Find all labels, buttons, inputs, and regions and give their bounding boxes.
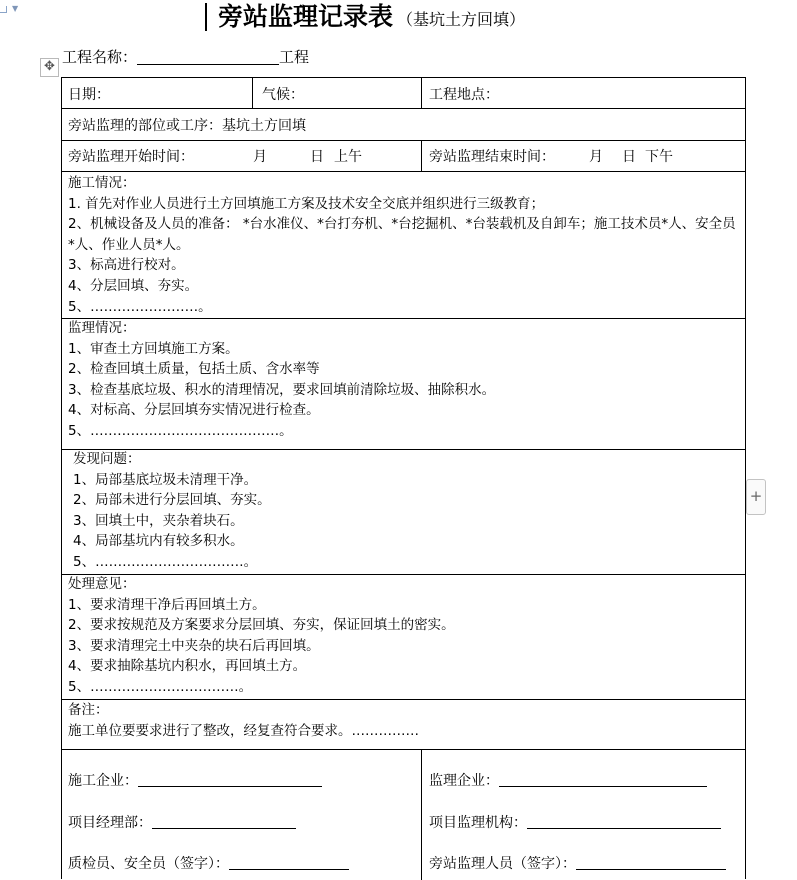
remarks-section[interactable] <box>62 700 745 748</box>
handling-item: 2、要求按规范及方案要求分层回填、夯实，保证回填土的密实。 <box>68 617 455 634</box>
location-field[interactable]: 工程地点： <box>429 86 499 103</box>
date-field[interactable]: 日期： <box>68 86 110 103</box>
site-supervisor-label: 旁站监理人员（签字）： <box>429 856 576 872</box>
start-ampm[interactable]: 上午 <box>334 149 362 165</box>
construction-item: 1. 首先对作业人员进行土方回填施工方案及技术安全交底并组织进行三级教育； <box>68 195 545 212</box>
handling-item: 4、要求抽除基坑内积水，再回填土方。 <box>68 658 307 675</box>
site-supervisor-sign[interactable] <box>429 853 726 875</box>
construction-item: 5、……………………。 <box>68 298 212 315</box>
divider <box>252 78 253 109</box>
construction-item: 2、机械设备及人员的准备： *台水准仪、*台打夯机、*台挖掘机、*台装载机及自卸车；施工技术员*人、安全员*人、作业人员*人。 <box>68 216 736 253</box>
title-subtitle: （基坑土方回填） <box>397 10 526 29</box>
problems-item: 3、回填土中，夹杂着块石。 <box>73 512 244 529</box>
row-divider <box>62 171 745 172</box>
handling-item: 1、要求清理干净后再回填土方。 <box>68 596 266 613</box>
remarks-heading: 备注： <box>68 702 109 718</box>
row-start-end-time <box>62 141 745 171</box>
inspector-blank[interactable] <box>229 853 349 870</box>
project-name-suffix: 工程 <box>279 48 310 66</box>
project-name-blank[interactable] <box>137 47 279 65</box>
remarks-text: 施工单位要要求进行了整改，经复查符合要求。…………… <box>68 722 419 739</box>
handling-heading: 处理意见： <box>68 576 136 592</box>
problems-item: 4、局部基坑内有较多积水。 <box>73 533 244 550</box>
supervision-org-sign[interactable] <box>429 812 721 834</box>
supervisor-company-blank[interactable] <box>499 770 707 787</box>
supervision-org-label: 项目监理机构： <box>429 815 527 831</box>
row-divider <box>62 749 745 750</box>
start-time-label: 旁站监理开始时间： <box>68 149 194 165</box>
supervision-heading: 监理情况： <box>68 320 136 336</box>
title-main: 旁站监理记录表 <box>218 2 394 31</box>
problems-section[interactable] <box>62 449 745 574</box>
end-ampm[interactable]: 下午 <box>645 149 673 165</box>
construction-item: 4、分层回填、夯实。 <box>68 277 199 294</box>
problems-item: 1、局部基底垃圾未清理干净。 <box>73 471 258 488</box>
row-date-weather-location <box>62 78 745 109</box>
supervisor-company-label: 监理企业： <box>429 773 499 789</box>
end-time-label: 旁站监理结束时间： <box>429 149 555 165</box>
text-cursor <box>205 3 207 31</box>
supervision-item: 4、对标高、分层回填夯实情况进行检查。 <box>68 402 320 419</box>
project-dept-label: 项目经理部： <box>68 815 152 831</box>
problems-item: 2、局部未进行分层回填、夯实。 <box>73 492 271 509</box>
construction-item: 3、标高进行校对。 <box>68 257 185 274</box>
start-day[interactable]: 日 <box>310 149 324 165</box>
end-month[interactable]: 月 <box>589 149 603 165</box>
problems-heading: 发现问题： <box>73 451 141 467</box>
contractor-blank[interactable] <box>138 770 322 787</box>
add-row-plus-icon[interactable]: + <box>746 479 766 515</box>
start-month[interactable]: 月 <box>253 149 267 165</box>
construction-section[interactable] <box>62 173 745 317</box>
document-title <box>218 0 525 36</box>
site-supervisor-blank[interactable] <box>576 853 726 870</box>
inspector-sign[interactable] <box>68 853 349 875</box>
project-dept-sign[interactable] <box>68 812 296 834</box>
caret-down-icon[interactable]: ▼ <box>12 4 19 13</box>
end-day[interactable]: 日 <box>622 149 636 165</box>
project-dept-blank[interactable] <box>152 812 296 829</box>
project-name-line <box>62 45 309 69</box>
supervision-section[interactable] <box>62 318 745 448</box>
supervision-org-blank[interactable] <box>527 812 721 829</box>
table-move-icon[interactable]: ✥ <box>40 58 59 77</box>
handling-item: 3、要求清理完土中夹杂的块石后再回填。 <box>68 637 320 654</box>
divider <box>421 78 422 109</box>
supervisor-company-sign[interactable] <box>429 770 707 792</box>
problems-item: 5、……………………………。 <box>73 553 258 570</box>
divider <box>421 750 422 880</box>
supervision-item: 2、检查回填土质量，包括土质、含水率等 <box>68 361 320 378</box>
supervision-item: 3、检查基底垃圾、积水的清理情况，要求回填前清除垃圾、抽除积水。 <box>68 381 496 398</box>
supervision-item: 5、……………………………………。 <box>68 422 293 439</box>
contractor-label: 施工企业： <box>68 773 138 789</box>
handling-section[interactable] <box>62 574 745 699</box>
supervision-part-text[interactable]: 旁站监理的部位或工序：基坑土方回填 <box>68 117 306 134</box>
construction-heading: 施工情况： <box>68 175 136 191</box>
record-form-table <box>61 77 746 879</box>
page-corner-mark <box>0 6 7 13</box>
project-name-label: 工程名称： <box>62 48 138 66</box>
row-supervision-part <box>62 109 745 140</box>
supervision-item: 1、审查土方回填施工方案。 <box>68 340 239 357</box>
contractor-sign[interactable] <box>68 770 322 792</box>
divider <box>421 141 422 171</box>
handling-item: 5、……………………………。 <box>68 678 253 695</box>
weather-field[interactable]: 气候： <box>262 86 304 103</box>
inspector-label: 质检员、安全员（签字）： <box>68 856 229 872</box>
